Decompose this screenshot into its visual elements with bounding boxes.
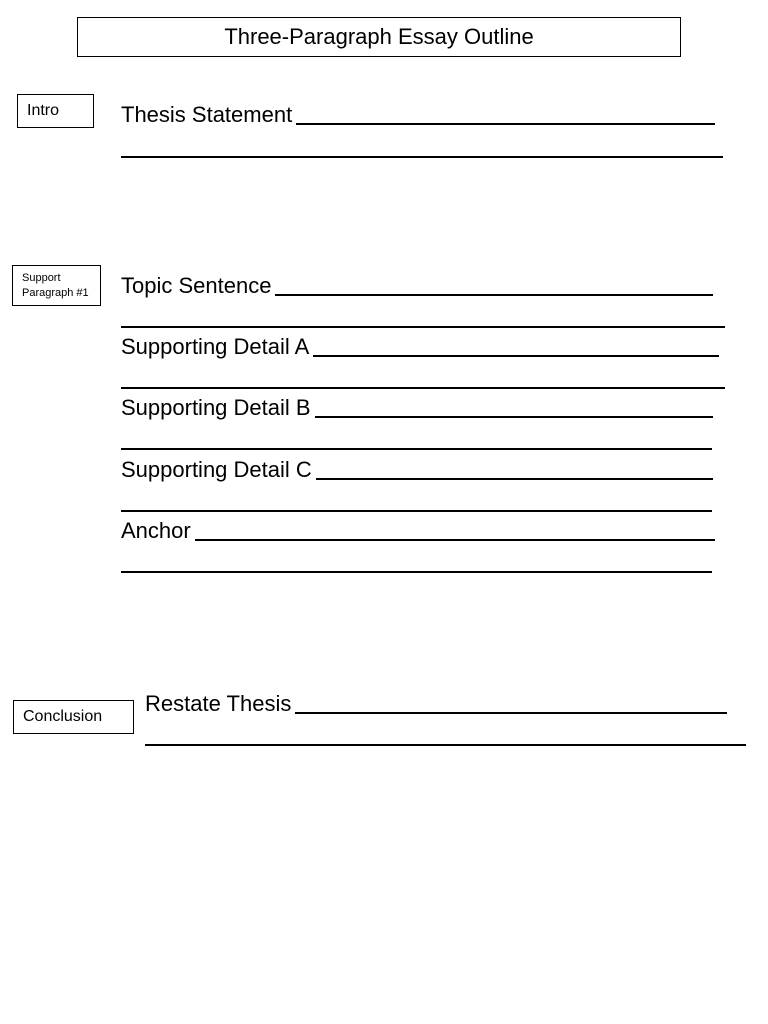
field-anchor[interactable] [121,518,715,544]
page-title [77,17,681,57]
field-supporting-detail-b[interactable] [121,395,713,421]
section-label-conclusion [13,700,134,734]
section-label-intro-text: Intro [27,102,60,119]
answer-line[interactable] [121,571,712,573]
answer-line[interactable] [313,354,719,357]
field-label: Thesis Statement [121,102,293,127]
field-label: Restate Thesis [145,691,292,716]
field-restate-thesis[interactable] [145,691,727,717]
field-label: Supporting Detail B [121,395,311,420]
field-label: Topic Sentence [121,273,272,298]
answer-line[interactable] [121,387,725,389]
answer-line[interactable] [121,448,712,450]
field-topic-sentence[interactable] [121,273,713,299]
field-label: Anchor [121,518,191,543]
field-supporting-detail-c[interactable] [121,457,713,483]
field-label: Supporting Detail A [121,334,310,359]
answer-line[interactable] [195,538,715,541]
field-thesis-statement[interactable] [121,102,715,128]
answer-line[interactable] [316,477,713,480]
page-title-text: Three-Paragraph Essay Outline [224,24,534,49]
answer-line[interactable] [275,293,713,296]
section-label-intro [17,94,94,128]
answer-line[interactable] [121,510,712,512]
section-label-conclusion-text: Conclusion [23,708,103,725]
section-label-support-paragraph [12,265,101,306]
answer-line[interactable] [121,156,723,158]
field-label: Supporting Detail C [121,457,312,482]
section-label-support-line1: Support [22,271,61,284]
answer-line[interactable] [145,744,746,746]
answer-line[interactable] [296,122,715,125]
answer-line[interactable] [121,326,725,328]
answer-line[interactable] [315,415,713,418]
section-label-support-line2: Paragraph #1 [22,286,89,299]
answer-line[interactable] [295,711,727,714]
field-supporting-detail-a[interactable] [121,334,719,360]
